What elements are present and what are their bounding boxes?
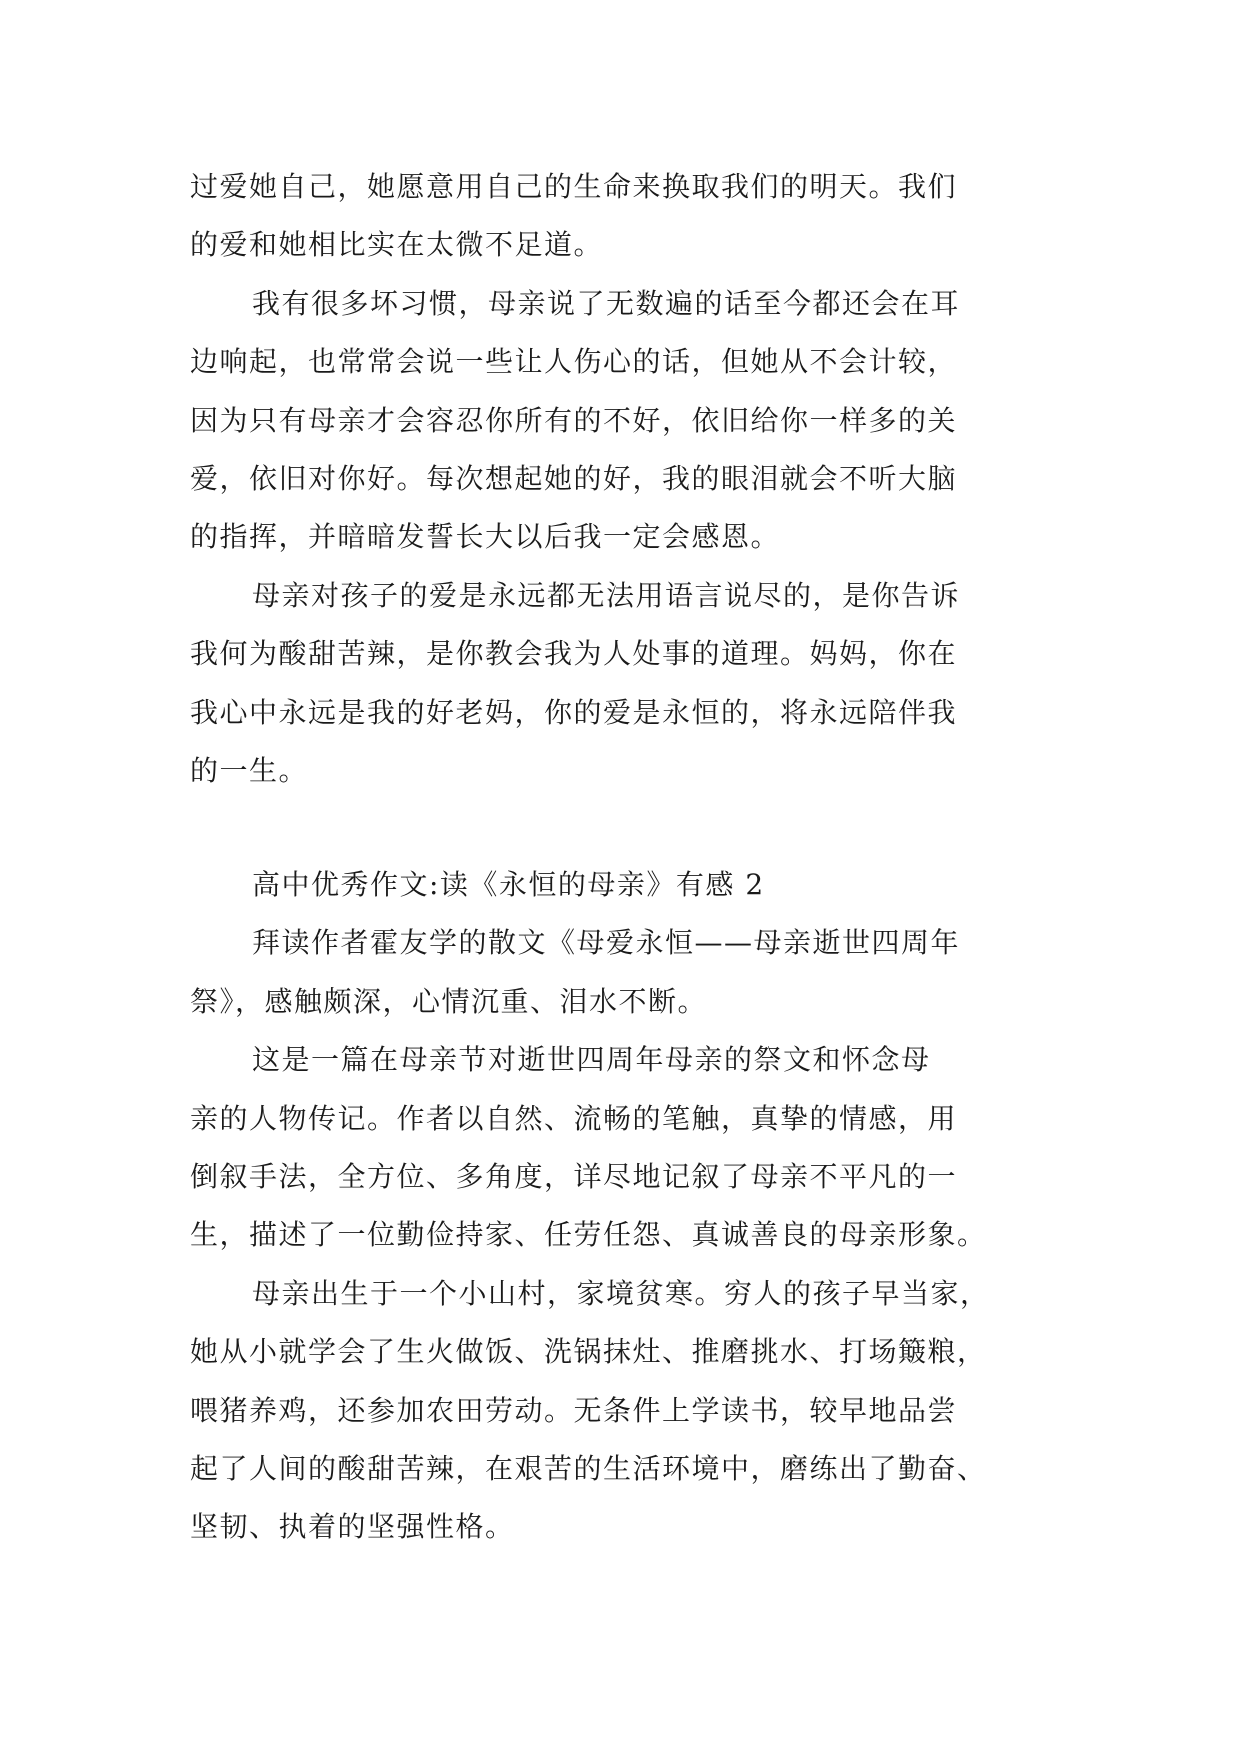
paragraph-line: 这是一篇在母亲节对逝世四周年母亲的祭文和怀念母 bbox=[252, 1043, 931, 1077]
paragraph-line: 边响起，也常常会说一些让人伤心的话，但她从不会计较， bbox=[190, 345, 958, 379]
section-1-body bbox=[190, 158, 1050, 800]
paragraph-line: 因为只有母亲才会容忍你所有的不好，依旧给你一样多的关 bbox=[190, 403, 958, 437]
paragraph-line: 我心中永远是我的好老妈，你的爱是永恒的，将永远陪伴我 bbox=[190, 695, 958, 729]
section-2-body bbox=[190, 856, 1050, 1557]
paragraph-line: 我有很多坏习惯，母亲说了无数遍的话至今都还会在耳 bbox=[252, 286, 961, 320]
paragraph bbox=[190, 1265, 1050, 1557]
paragraph-line: 她从小就学会了生火做饭、洗锅抹灶、推磨挑水、打场簸粮， bbox=[190, 1335, 987, 1369]
paragraph-line: 坚韧、执着的坚强性格。 bbox=[190, 1510, 515, 1544]
paragraph-line: 亲的人物传记。作者以自然、流畅的笔触，真挚的情感，用 bbox=[190, 1101, 958, 1135]
paragraph-line: 我何为酸甜苦辣，是你教会我为人处事的道理。妈妈，你在 bbox=[190, 637, 958, 671]
section-heading bbox=[190, 856, 1050, 914]
paragraph-line: 喂猪养鸡，还参加农田劳动。无条件上学读书，较早地品尝 bbox=[190, 1393, 958, 1427]
paragraph-line: 的爱和她相比实在太微不足道。 bbox=[190, 228, 604, 262]
paragraph bbox=[190, 914, 1050, 1031]
paragraph-line: 倒叙手法，全方位、多角度，详尽地记叙了母亲不平凡的一 bbox=[190, 1159, 958, 1193]
paragraph bbox=[190, 275, 1050, 567]
paragraph-line: 母亲出生于一个小山村，家境贫寒。穷人的孩子早当家， bbox=[252, 1276, 990, 1310]
paragraph-line: 的一生。 bbox=[190, 753, 309, 787]
paragraph bbox=[190, 1031, 1050, 1265]
paragraph-line: 爱，依旧对你好。每次想起她的好，我的眼泪就会不听大脑 bbox=[190, 461, 958, 495]
paragraph-line: 母亲对孩子的爱是永远都无法用语言说尽的，是你告诉 bbox=[252, 578, 961, 612]
paragraph-line: 祭》，感触颇深，心情沉重、泪水不断。 bbox=[190, 984, 708, 1018]
paragraph bbox=[190, 158, 1050, 275]
paragraph-line: 生，描述了一位勤俭持家、任劳任怨、真诚善良的母亲形象。 bbox=[190, 1218, 987, 1252]
section-heading-text: 高中优秀作文:读《永恒的母亲》有感 2 bbox=[252, 868, 765, 901]
paragraph-line: 拜读作者霍友学的散文《母爱永恒——母亲逝世四周年 bbox=[252, 926, 961, 960]
paragraph-line: 过爱她自己，她愿意用自己的生命来换取我们的明天。我们 bbox=[190, 170, 958, 203]
paragraph-line: 起了人间的酸甜苦辣，在艰苦的生活环境中，磨练出了勤奋、 bbox=[190, 1451, 987, 1485]
paragraph bbox=[190, 567, 1050, 801]
paragraph-line: 的指挥，并暗暗发誓长大以后我一定会感恩。 bbox=[190, 520, 781, 554]
